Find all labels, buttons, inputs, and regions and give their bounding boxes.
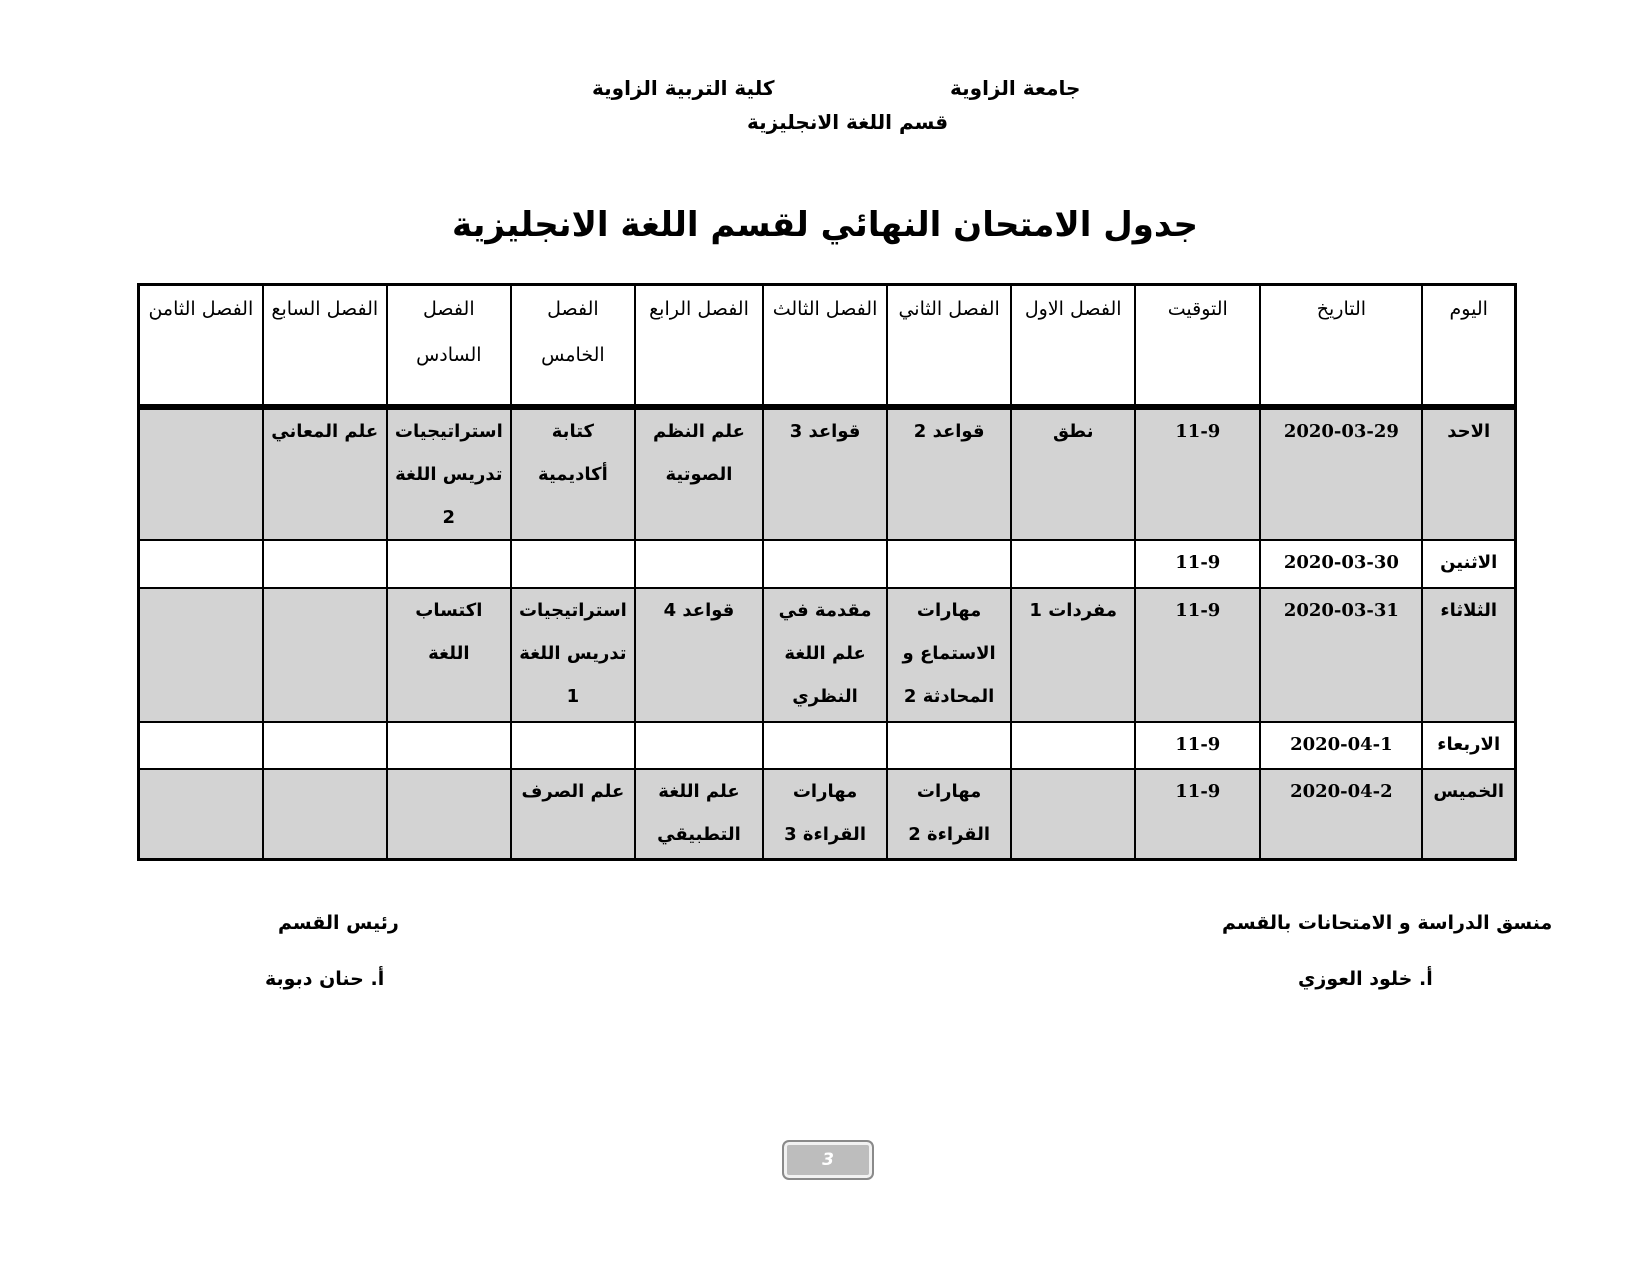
exam-cell (635, 540, 763, 587)
exam-cell (139, 588, 263, 722)
table-row (139, 407, 1516, 541)
exam-cell (1011, 722, 1135, 769)
time-cell: 11-9 (1135, 769, 1260, 860)
exam-cell: قواعد 3 (763, 407, 887, 541)
exam-cell: مهارات القراءة 3 (763, 769, 887, 860)
day-cell: الاربعاء (1422, 722, 1515, 769)
exam-cell: علم المعاني (263, 407, 387, 541)
exam-cell (1011, 769, 1135, 860)
day-cell: الاثنين (1422, 540, 1515, 587)
exam-cell: اكتساب اللغة (387, 588, 511, 722)
exam-cell: مهارات الاستماع و المحادثة 2 (887, 588, 1011, 722)
column-header-semester-7: الفصل السابع (263, 285, 387, 407)
page-number: 3 (782, 1140, 874, 1180)
column-header-semester-6: الفصل السادس (387, 285, 511, 407)
department-head-name: أ. حنان دبوبة (265, 968, 385, 990)
exam-cell (263, 540, 387, 587)
exam-cell: قواعد 4 (635, 588, 763, 722)
column-header-day: اليوم (1422, 285, 1515, 407)
time-cell: 11-9 (1135, 588, 1260, 722)
column-header-semester-4: الفصل الرابع (635, 285, 763, 407)
date-cell: 2020-03-31 (1260, 588, 1422, 722)
college-name: كلية التربية الزاوية (592, 76, 775, 100)
column-header-semester-1: الفصل الاول (1011, 285, 1135, 407)
date-cell: 2020-03-29 (1260, 407, 1422, 541)
day-cell: الخميس (1422, 769, 1515, 860)
day-cell: الثلاثاء (1422, 588, 1515, 722)
page-title: جدول الامتحان النهائي لقسم اللغة الانجليزية (452, 205, 1198, 245)
exam-cell: مقدمة في علم اللغة النظري (763, 588, 887, 722)
exam-cell (263, 722, 387, 769)
exam-cell (139, 769, 263, 860)
exam-cell (1011, 540, 1135, 587)
exam-cell (763, 722, 887, 769)
coordinator-title: منسق الدراسة و الامتحانات بالقسم (1222, 912, 1553, 934)
exam-cell (387, 540, 511, 587)
coordinator-name: أ. خلود العوزي (1298, 968, 1433, 990)
exam-cell: مفردات 1 (1011, 588, 1135, 722)
exam-cell: علم الصرف (511, 769, 635, 860)
exam-cell (887, 722, 1011, 769)
exam-cell (263, 769, 387, 860)
exam-cell (887, 540, 1011, 587)
column-header-semester-8: الفصل الثامن (139, 285, 263, 407)
department-head-title: رئيس القسم (278, 912, 399, 934)
exam-cell (139, 540, 263, 587)
exam-cell: كتابة أكاديمية (511, 407, 635, 541)
column-header-semester-5: الفصل الخامس (511, 285, 635, 407)
exam-cell: علم اللغة التطبيقي (635, 769, 763, 860)
time-cell: 11-9 (1135, 407, 1260, 541)
column-header-semester-3: الفصل الثالث (763, 285, 887, 407)
time-cell: 11-9 (1135, 722, 1260, 769)
exam-cell (263, 588, 387, 722)
exam-cell: علم النظم الصوتية (635, 407, 763, 541)
exam-cell (763, 540, 887, 587)
exam-cell: استراتيجيات تدريس اللغة 1 (511, 588, 635, 722)
university-name: جامعة الزاوية (950, 76, 1081, 100)
exam-cell (387, 722, 511, 769)
exam-cell: استراتيجيات تدريس اللغة 2 (387, 407, 511, 541)
table-row (139, 588, 1516, 722)
table-row (139, 769, 1516, 860)
time-cell: 11-9 (1135, 540, 1260, 587)
exam-cell (387, 769, 511, 860)
exam-schedule-table (137, 283, 1517, 861)
exam-cell (511, 540, 635, 587)
table-row (139, 722, 1516, 769)
table-row (139, 540, 1516, 587)
column-header-time: التوقيت (1135, 285, 1260, 407)
date-cell: 2020-03-30 (1260, 540, 1422, 587)
exam-cell (511, 722, 635, 769)
date-cell: 2020-04-1 (1260, 722, 1422, 769)
exam-cell: قواعد 2 (887, 407, 1011, 541)
department-name: قسم اللغة الانجليزية (747, 110, 949, 134)
exam-cell: نطق (1011, 407, 1135, 541)
date-cell: 2020-04-2 (1260, 769, 1422, 860)
exam-cell: مهارات القراءة 2 (887, 769, 1011, 860)
column-header-semester-2: الفصل الثاني (887, 285, 1011, 407)
column-header-date: التاريخ (1260, 285, 1422, 407)
exam-cell (635, 722, 763, 769)
exam-cell (139, 407, 263, 541)
day-cell: الاحد (1422, 407, 1515, 541)
exam-cell (139, 722, 263, 769)
